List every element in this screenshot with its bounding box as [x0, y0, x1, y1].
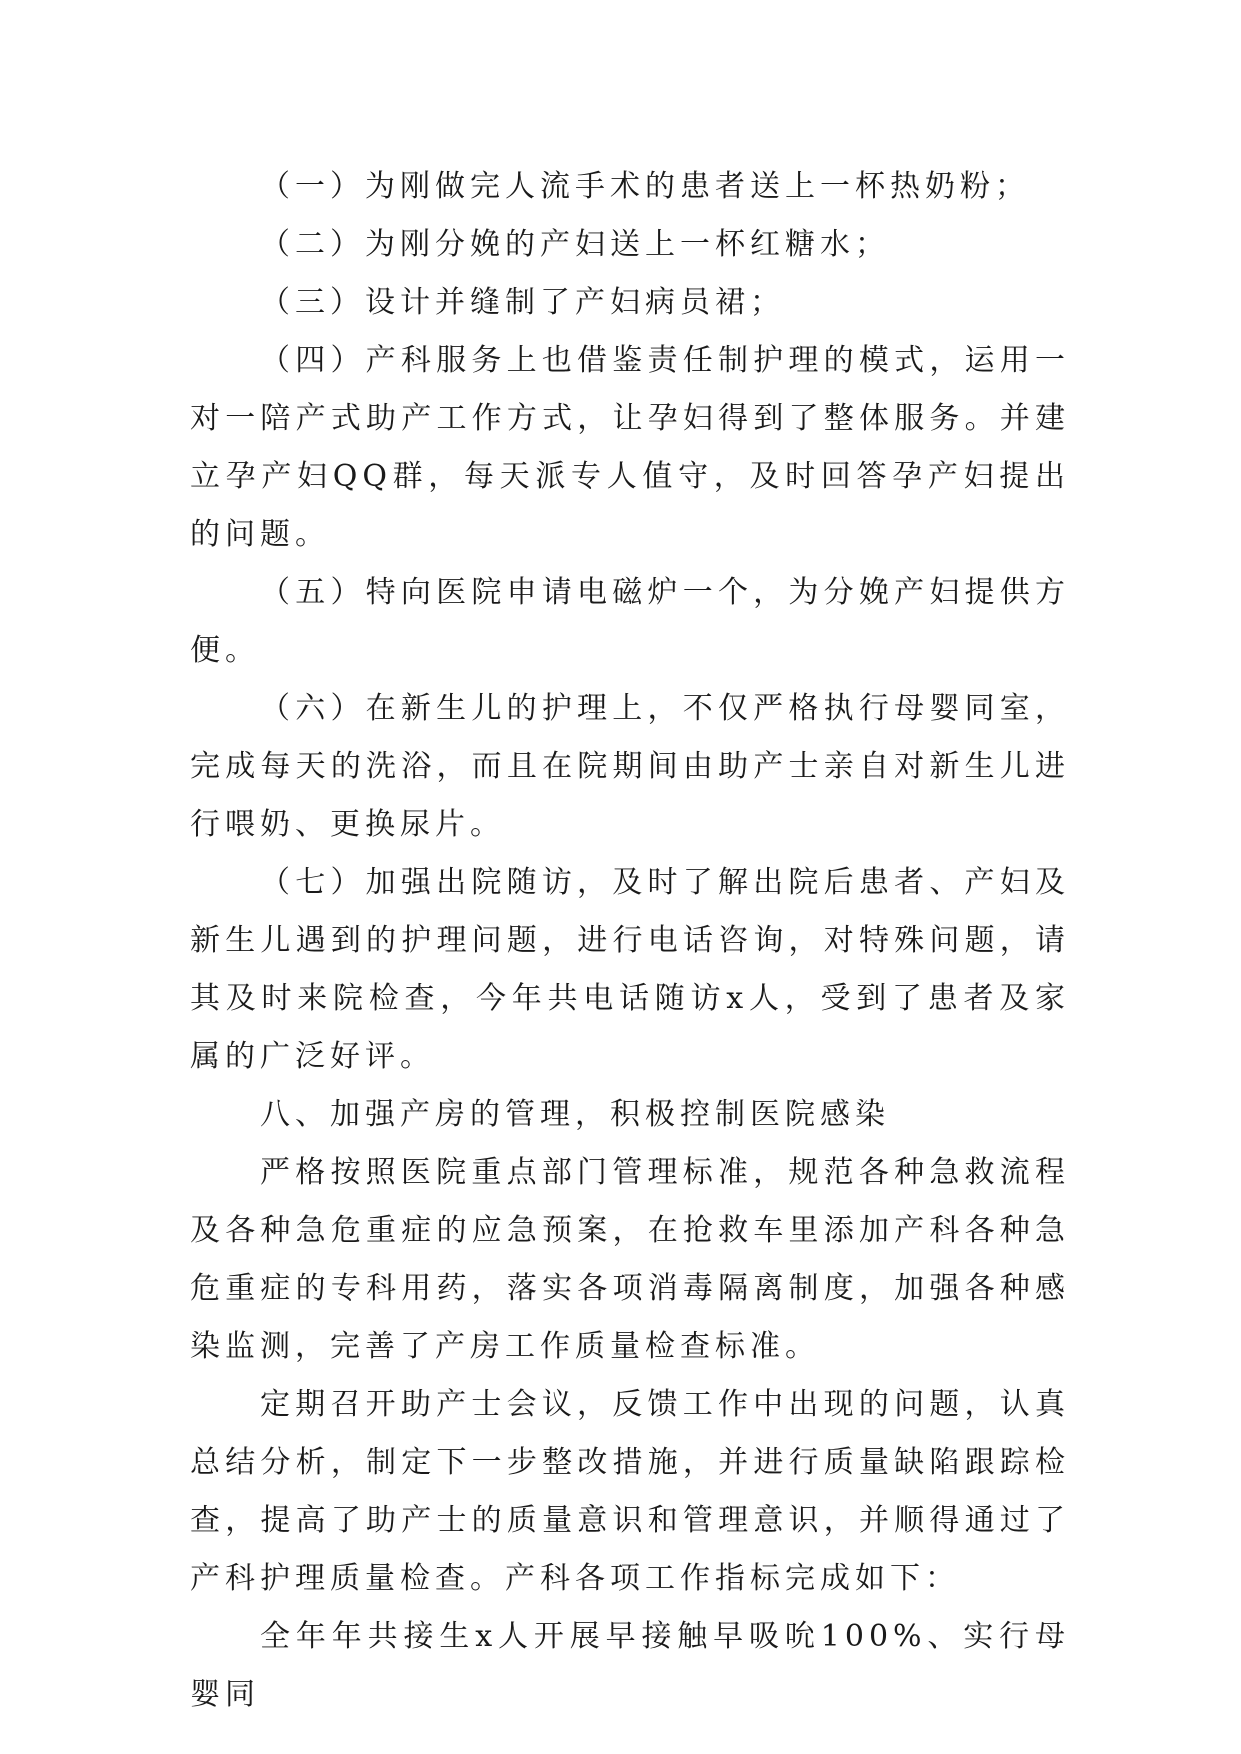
- paragraph-item-3: （三）设计并缝制了产妇病员裙；: [260, 285, 785, 320]
- body-paragraph-1: 严格按照医院重点部门管理标准，规范各种急救流程及各种急危重症的应急预案，在抢救车里添加产科各种急危重症的专科用药，落实各项消毒隔离制度，加强各种感染监测，完善了产房工作质量检查标准。: [190, 1155, 1070, 1364]
- paragraph-item-5: （五）特向医院申请电磁炉一个，为分娩产妇提供方便。: [190, 575, 1070, 668]
- section-heading: 八、加强产房的管理，积极控制医院感染: [260, 1097, 890, 1132]
- paragraph-item-6: （六）在新生儿的护理上，不仅严格执行母婴同室，完成每天的洗浴，而且在院期间由助产士亲自对新生儿进行喂奶、更换尿片。: [190, 691, 1070, 842]
- paragraph-item-2: （二）为刚分娩的产妇送上一杯红糖水；: [260, 227, 890, 262]
- paragraph-item-1: （一）为刚做完人流手术的患者送上一杯热奶粉；: [260, 169, 1030, 204]
- body-paragraph-2: 定期召开助产士会议，反馈工作中出现的问题，认真总结分析，制定下一步整改措施，并进行质量缺陷跟踪检查，提高了助产士的质量意识和管理意识，并顺得通过了产科护理质量检查。产科各项工作指标完成如下：: [190, 1387, 1070, 1596]
- paragraph-item-7: （七）加强出院随访，及时了解出院后患者、产妇及新生儿遇到的护理问题，进行电话咨询，对特殊问题，请其及时来院检查，今年共电话随访x人，受到了患者及家属的广泛好评。: [190, 865, 1070, 1074]
- body-paragraph-3: 全年年共接生x人开展早接触早吸吮100%、实行母婴同: [190, 1619, 1070, 1712]
- paragraph-item-4: （四）产科服务上也借鉴责任制护理的模式，运用一对一陪产式助产工作方式，让孕妇得到了整体服务。并建立孕产妇QQ群，每天派专人值守，及时回答孕产妇提出的问题。: [190, 343, 1070, 552]
- document-body: [190, 158, 1070, 1724]
